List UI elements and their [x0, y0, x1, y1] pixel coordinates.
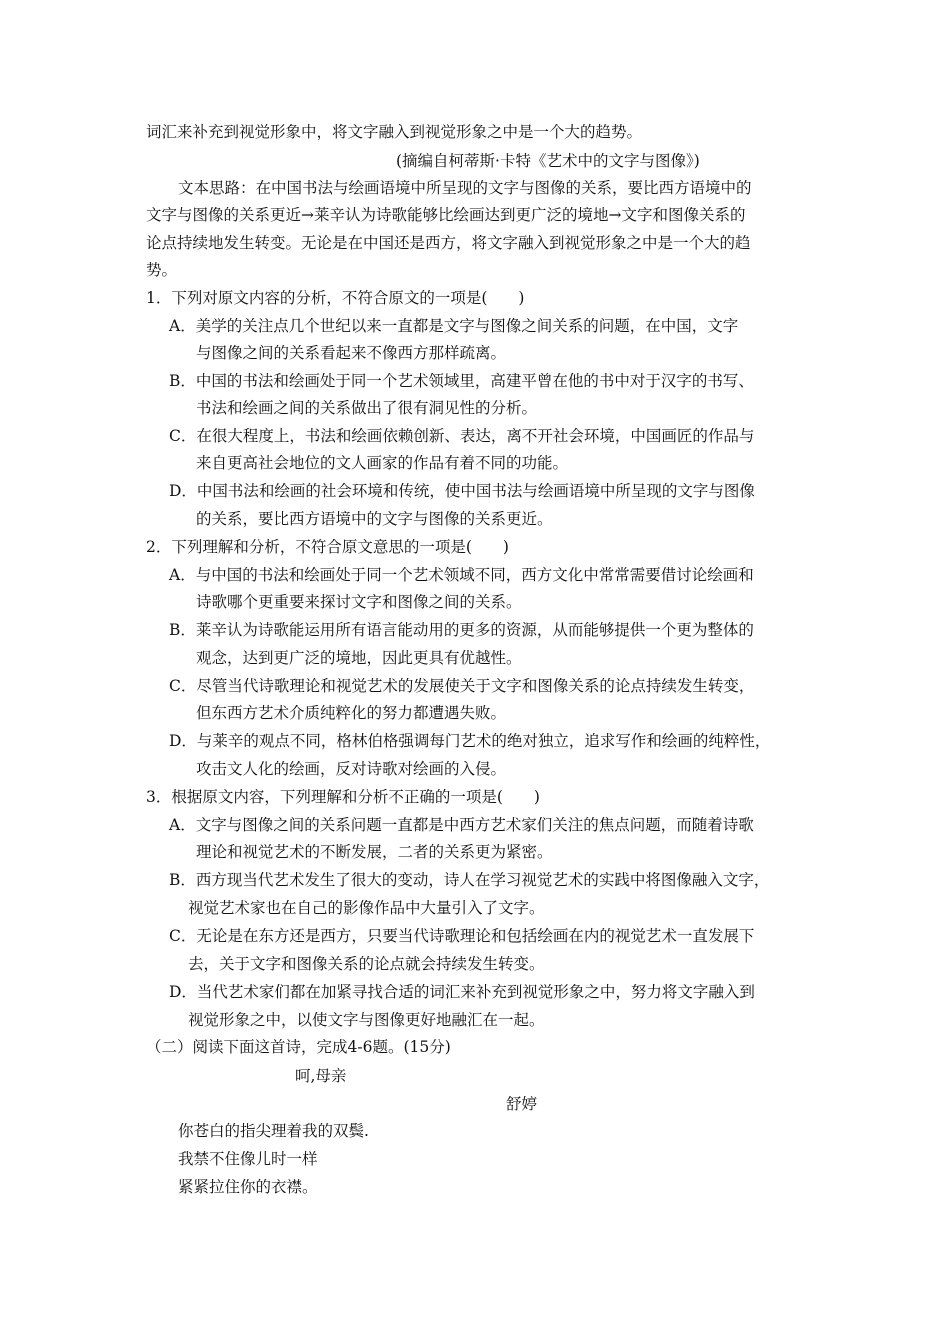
option-line: D．当代艺术家们都在加紧寻找合适的词汇来补充到视觉形象之中，努力将文字融入到: [169, 983, 755, 1001]
option-line: B．中国的书法和绘画处于同一个艺术领域里，高建平曾在他的书中对于汉字的书写、: [169, 372, 754, 390]
passage-source: (摘编自柯蒂斯·卡特《艺术中的文字与图像》): [396, 152, 700, 170]
poem-line: 你苍白的指尖理着我的双鬓.: [178, 1122, 369, 1140]
passage-last-line: 词汇来补充到视觉形象中，将文字融入到视觉形象之中是一个大的趋势。: [146, 123, 643, 141]
text-outline-line: 论点持续地发生转变。无论是在中国还是西方，将文字融入到视觉形象之中是一个大的趋: [146, 234, 751, 252]
poem-title: 呵,母亲: [295, 1067, 347, 1085]
text-outline-line: 文字与图像的关系更近→莱辛认为诗歌能够比绘画达到更广泛的境地→文字和图像关系的: [146, 206, 746, 224]
poem-author: 舒婷: [506, 1095, 538, 1113]
option-line: 观念，达到更广泛的境地，因此更具有优越性。: [196, 649, 522, 667]
option-line: D．中国书法和绘画的社会环境和传统，使中国书法与绘画语境中所呈现的文字与图像: [169, 482, 755, 500]
option-line: 去，关于文字和图像关系的论点就会持续发生转变。: [188, 955, 545, 973]
poem-line: 紧紧拉住你的衣襟。: [178, 1178, 318, 1196]
option-line: 但东西方艺术介质纯粹化的努力都遭遇失败。: [196, 704, 507, 722]
option-line: 来自更高社会地位的文人画家的作品有着不同的功能。: [196, 454, 569, 472]
option-line: C．无论是在东方还是西方，只要当代诗歌理论和包括绘画在内的视觉艺术一直发展下: [169, 927, 755, 945]
option-line: A．与中国的书法和绘画处于同一个艺术领域不同，西方文化中常常需要借讨论绘画和: [169, 566, 754, 584]
poem-line: 我禁不住像儿时一样: [178, 1150, 318, 1168]
option-line: C．尽管当代诗歌理论和视觉艺术的发展使关于文字和图像关系的论点持续发生转变，: [169, 677, 755, 695]
option-line: 的关系，要比西方语境中的文字与图像的关系更近。: [196, 510, 553, 528]
question-stem: 3．根据原文内容，下列理解和分析不正确的一项是( ): [146, 788, 540, 806]
option-line: A．文字与图像之间的关系问题一直都是中西方艺术家们关注的焦点问题，而随着诗歌: [169, 816, 754, 834]
option-line: 诗歌哪个更重要来探讨文字和图像之间的关系。: [196, 593, 522, 611]
option-line: B．莱辛认为诗歌能运用所有语言能动用的更多的资源，从而能够提供一个更为整体的: [169, 621, 754, 639]
option-line: 视觉形象之中，以使文字与图像更好地融汇在一起。: [188, 1011, 545, 1029]
option-line: B．西方现当代艺术发生了很大的变动，诗人在学习视觉艺术的实践中将图像融入文字，: [169, 871, 770, 889]
option-line: A．美学的关注点几个世纪以来一直都是文字与图像之间关系的问题，在中国，文字: [169, 317, 739, 335]
section-heading: （二）阅读下面这首诗，完成4-6题。(15分): [146, 1038, 451, 1056]
text-outline-line: 势。: [146, 261, 178, 279]
text-outline-line: 文本思路：在中国书法与绘画语境中所呈现的文字与图像的关系，要比西方语境中的: [178, 179, 752, 197]
option-line: 书法和绘画之间的关系做出了很有洞见性的分析。: [196, 399, 538, 417]
option-line: C．在很大程度上，书法和绘画依赖创新、表达，离不开社会环境，中国画匠的作品与: [169, 427, 755, 445]
question-stem: 1．下列对原文内容的分析，不符合原文的一项是( ): [146, 289, 525, 307]
option-line: 攻击文人化的绘画，反对诗歌对绘画的入侵。: [196, 760, 507, 778]
option-line: D．与莱辛的观点不同，格林伯格强调每门艺术的绝对独立，追求写作和绘画的纯粹性，: [169, 732, 771, 750]
question-stem: 2．下列理解和分析，不符合原文意思的一项是( ): [146, 538, 509, 556]
option-line: 理论和视觉艺术的不断发展，二者的关系更为紧密。: [196, 843, 553, 861]
option-line: 视觉艺术家也在自己的影像作品中大量引入了文字。: [188, 899, 545, 917]
option-line: 与图像之间的关系看起来不像西方那样疏离。: [196, 344, 507, 362]
